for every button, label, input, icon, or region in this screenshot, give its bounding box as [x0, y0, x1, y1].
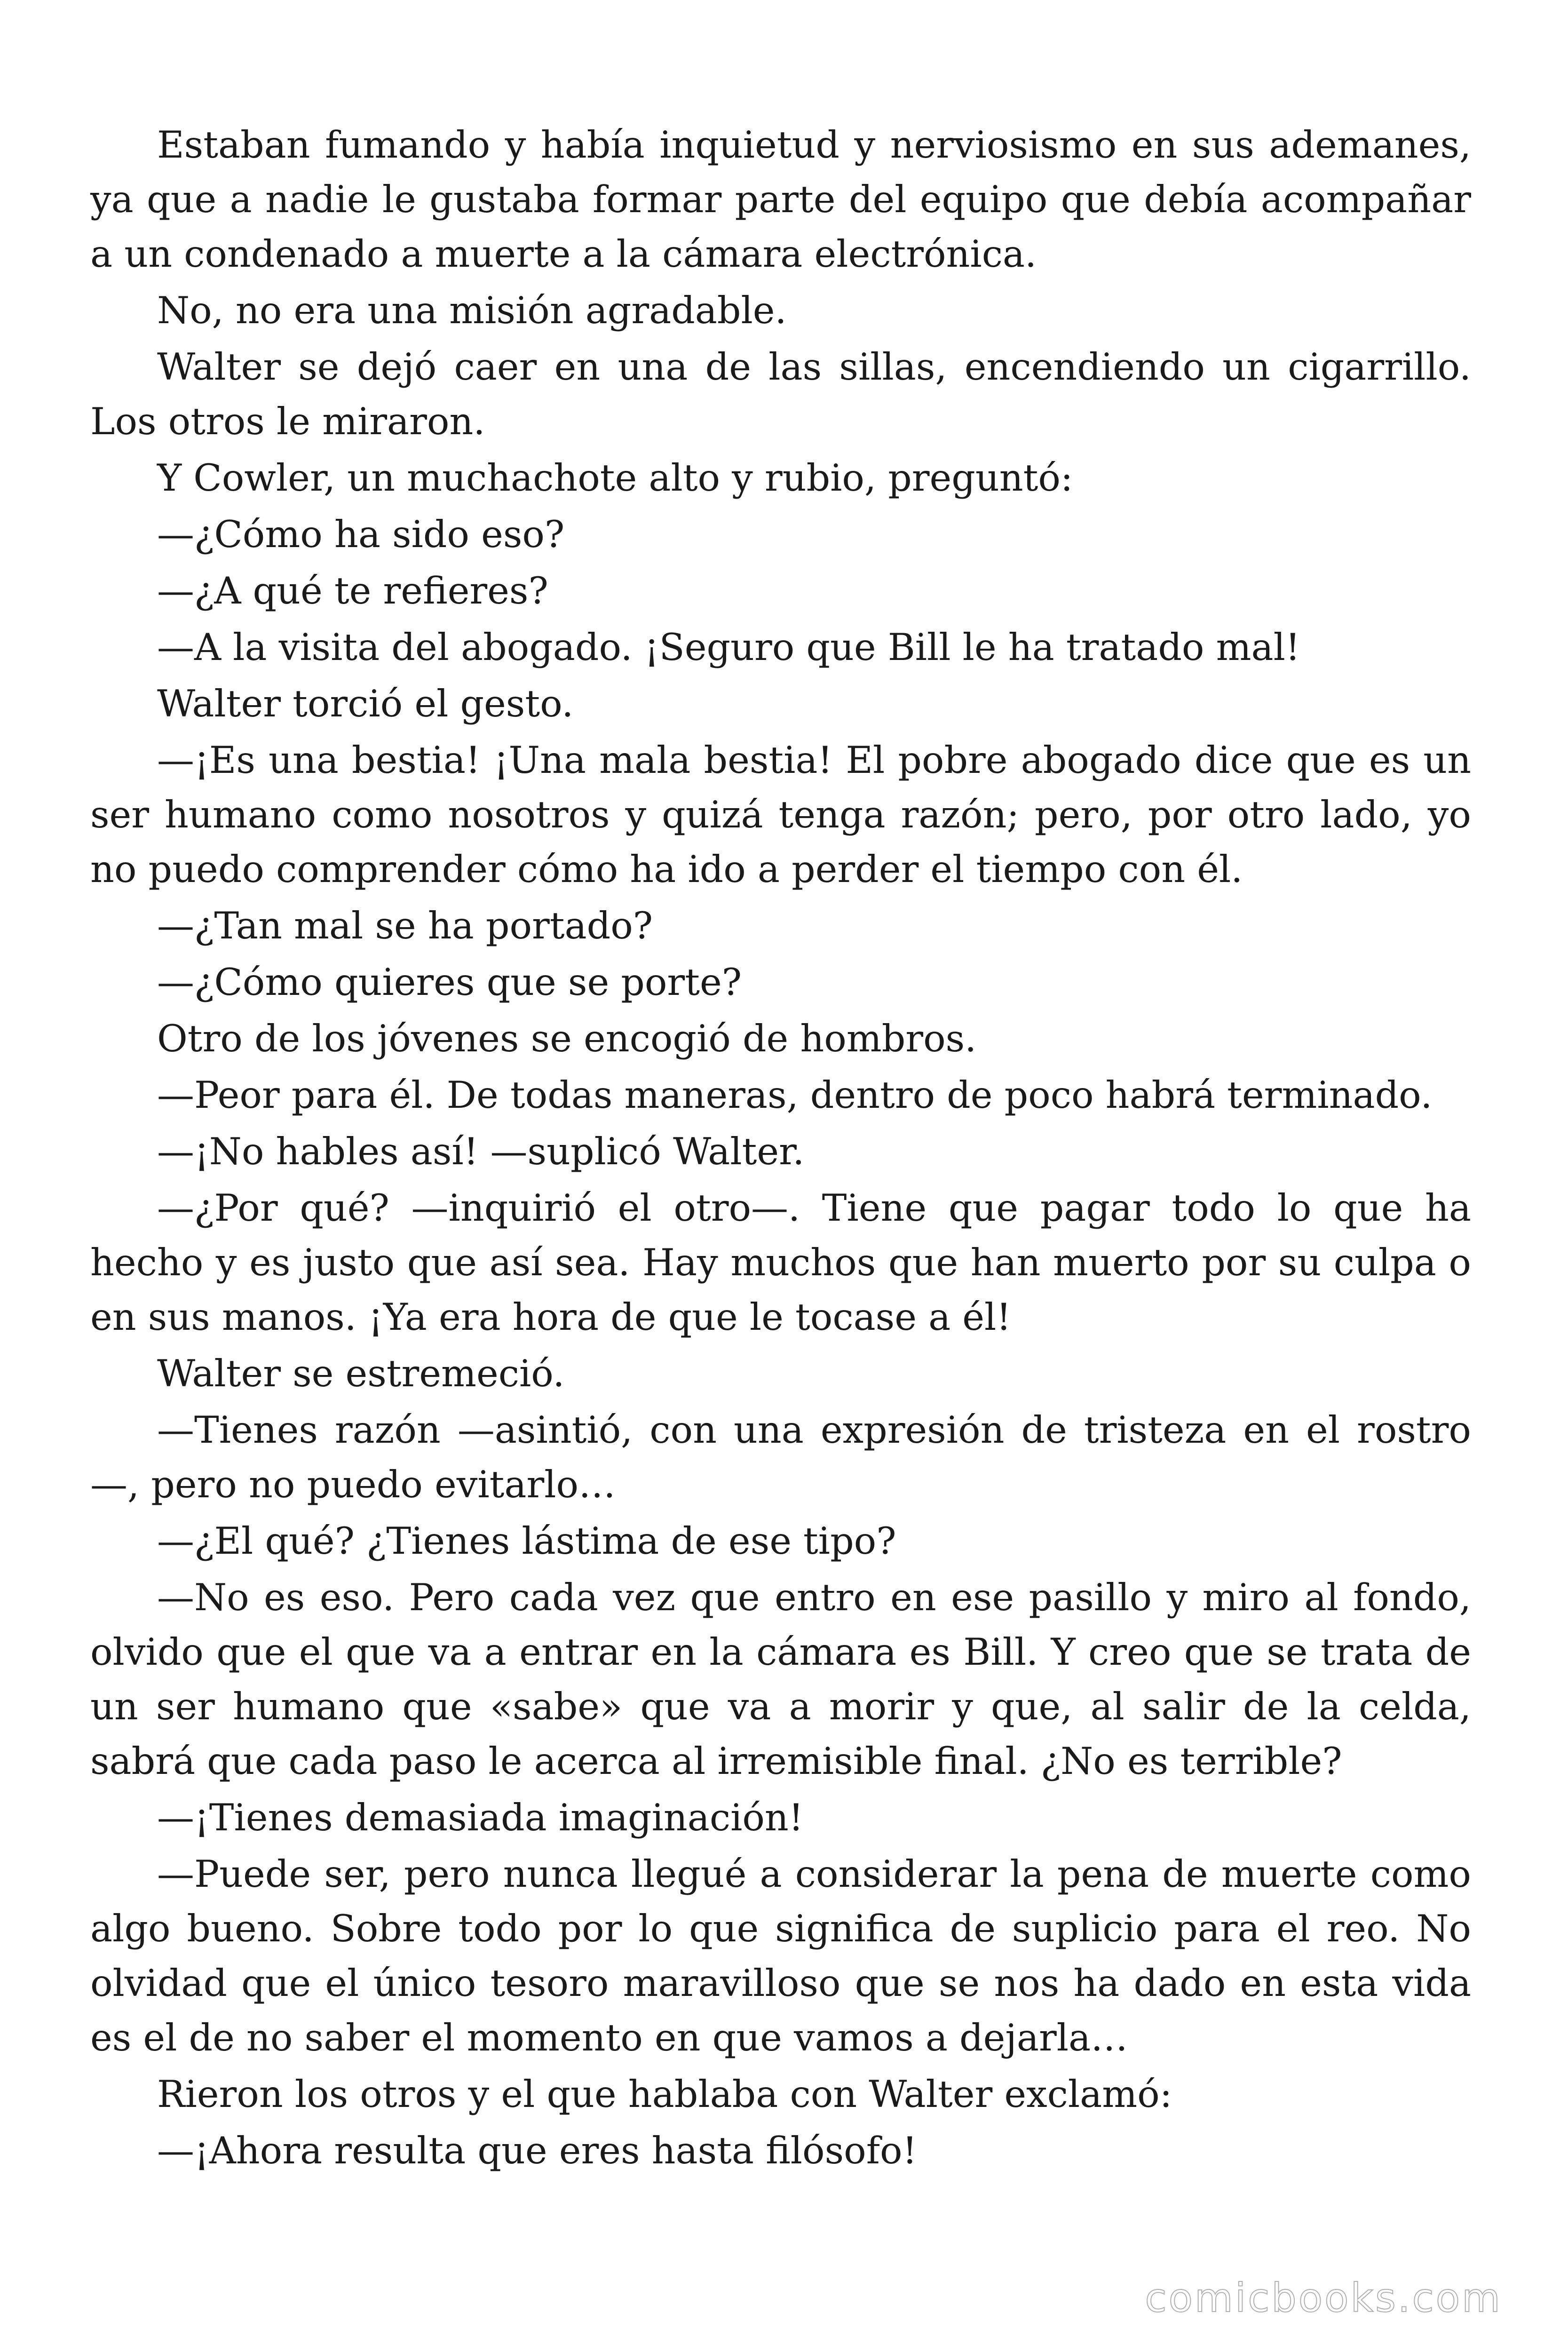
- text-body: [90, 118, 1471, 2180]
- paragraph: —¿Cómo quieres que se porte?: [157, 961, 742, 1004]
- paragraph: —¿Tan mal se ha portado?: [157, 904, 653, 947]
- paragraph: —¡Ahora resulta que eres hasta filósofo!: [157, 2129, 918, 2172]
- paragraph: Walter se dejó caer en una de las sillas, encendiendo un cigarrillo. Los otros le miraron.: [90, 345, 1471, 443]
- watermark-text: comicbooks.com: [1145, 2275, 1502, 2321]
- paragraph: —¡Tienes demasiada imaginación!: [157, 1796, 804, 1839]
- paragraph: Walter torció el gesto.: [157, 682, 574, 725]
- paragraph: —Puede ser, pero nunca llegué a considerar la pena de muerte como algo bueno. Sobre todo por lo que significa de suplicio para el reo. No olvidad que el único tesoro maravilloso que se nos ha dado en esta vida es el de no saber el momento en que vamos a dejarla…: [90, 1852, 1471, 2059]
- paragraph: —¡No hables así! —suplicó Walter.: [157, 1130, 805, 1173]
- paragraph: —¡Es una bestia! ¡Una mala bestia! El pobre abogado dice que es un ser humano como nosotros y quizá tenga razón; pero, por otro lado, yo no puedo comprender cómo ha ido a perder el tiempo con él.: [90, 739, 1471, 891]
- paragraph: Otro de los jóvenes se encogió de hombros.: [157, 1017, 977, 1060]
- paragraph: —¿A qué te refieres?: [157, 569, 548, 612]
- paragraph: Walter se estremeció.: [157, 1352, 565, 1395]
- paragraph: —A la visita del abogado. ¡Seguro que Bill le ha tratado mal!: [157, 626, 1300, 669]
- paragraph: —¿Por qué? —inquirió el otro—. Tiene que pagar todo lo que ha hecho y es justo que así sea. Hay muchos que han muerto por su culpa o en sus manos. ¡Ya era hora de que le tocase a él!: [90, 1186, 1471, 1339]
- paragraph: —Peor para él. De todas maneras, dentro de poco habrá terminado.: [157, 1073, 1433, 1117]
- paragraph: Y Cowler, un muchachote alto y rubio, preguntó:: [157, 456, 1073, 500]
- paragraph: —Tienes razón —asintió, con una expresión de tristeza en el rostro —, pero no puedo evitarlo…: [90, 1408, 1471, 1506]
- paragraph: Rieron los otros y el que hablaba con Walter exclamó:: [157, 2073, 1172, 2116]
- paragraph: No, no era una misión agradable.: [157, 289, 787, 332]
- paragraph: —¿El qué? ¿Tienes lástima de ese tipo?: [157, 1519, 896, 1563]
- paragraph: —¿Cómo ha sido eso?: [157, 513, 565, 556]
- paragraph: —No es eso. Pero cada vez que entro en ese pasillo y miro al fondo, olvido que el que va a entrar en la cámara es Bill. Y creo que se trata de un ser humano que «sabe» que va a morir y que, al salir de la celda, sabrá que cada paso le acerca al irremisible final. ¿No es terrible?: [90, 1576, 1471, 1783]
- paragraph: Estaban fumando y había inquietud y nerviosismo en sus ademanes, ya que a nadie le gustaba formar parte del equipo que debía acompañar a un condenado a muerte a la cámara electrónica.: [90, 123, 1471, 276]
